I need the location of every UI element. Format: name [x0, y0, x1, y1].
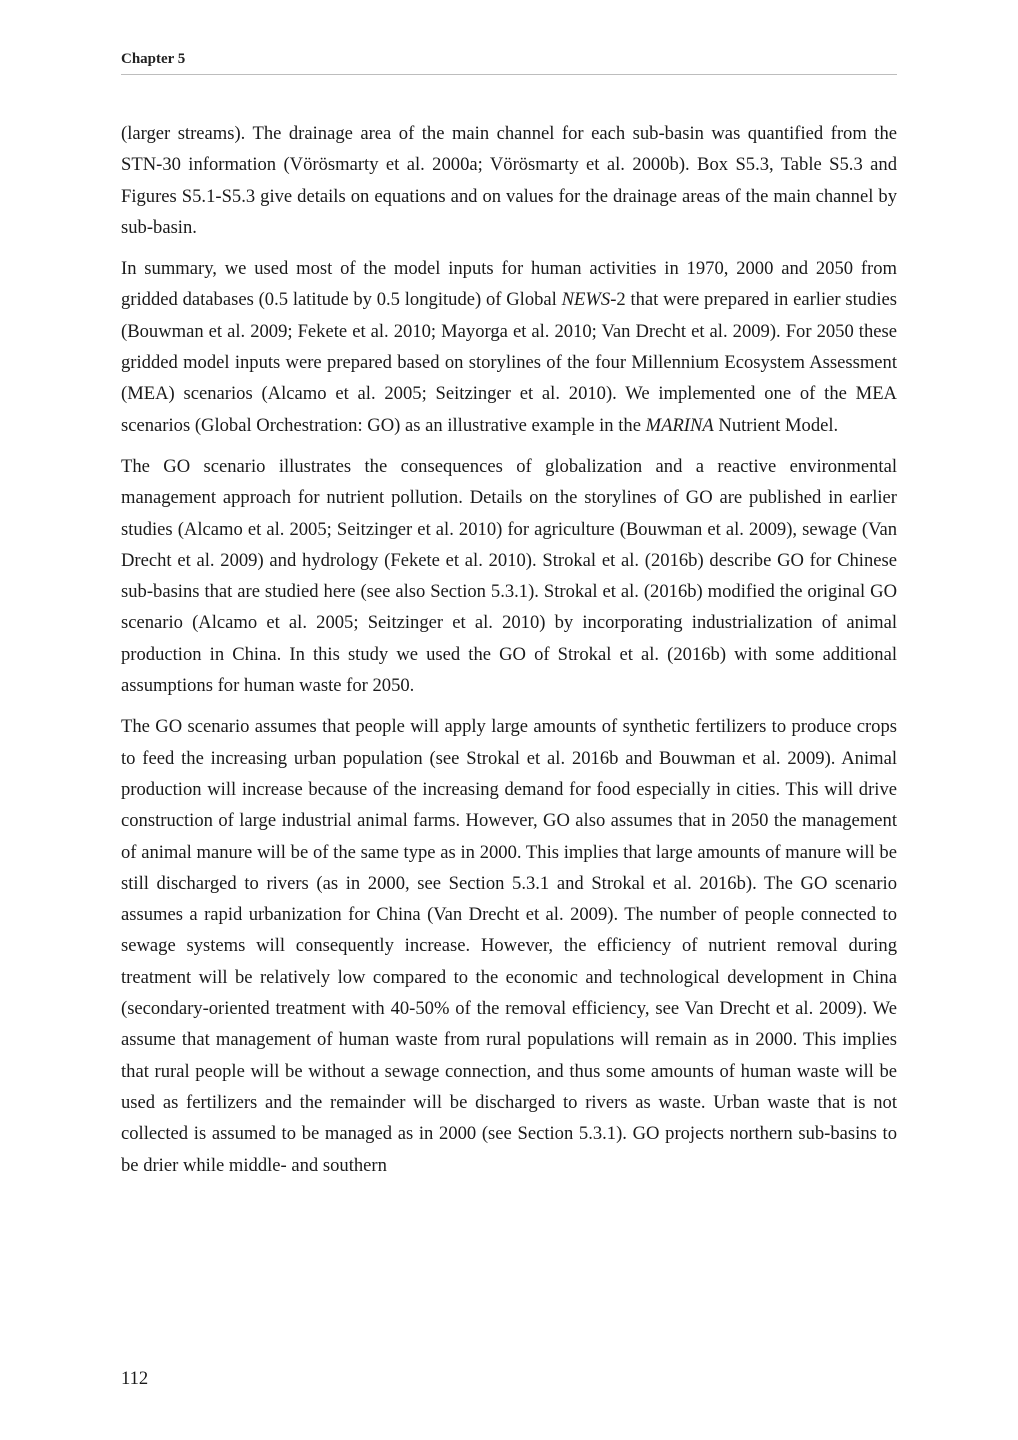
running-header [121, 48, 897, 75]
page-number: 112 [121, 1368, 149, 1389]
news-model-name: NEWS [561, 289, 611, 311]
paragraph-model-inputs-summary: In summary, we used most of the model inputs for human activities in 1970, 2000 and 2050 from gridded databases (0.5 latitude by 0.5 longitude) of Global NEWS-2 that were prepared in earlier studies (Bouwman et al. 2009; Fekete et al. 2010; Mayorga et al. 2010; Van Drecht et al. 2009). For 2050 these gridded model inputs were prepared based on storylines of the four Millennium Ecosystem Assessment (MEA) scenarios (Alcamo et al. 2005; Seitzinger et al. 2010). We implemented one of the MEA scenarios (Global Orchestration: GO) as an illustrative example in the MARINA Nutrient Model. [121, 258, 897, 436]
paragraph-go-scenario-intro: The GO scenario illustrates the consequences of globalization and a reactive environmental management approach for nutrient pollution. Details on the storylines of GO are published in earlier studies (Alcamo et al. 2005; Seitzinger et al. 2010) for agriculture (Bouwman et al. 2009), sewage (Van Drecht et al. 2009) and hydrology (Fekete et al. 2010). Strokal et al. (2016b) describe GO for Chinese sub-basins that are studied here (see also Section 5.3.1). Strokal et al. (2016b) modified the original GO scenario (Alcamo et al. 2005; Seitzinger et al. 2010) by incorporating industrialization of animal production in China. In this study we used the GO of Strokal et al. (2016b) with some additional assumptions for human waste for 2050. [121, 455, 897, 697]
paragraph-drainage-area: (larger streams). The drainage area of the main channel for each sub-basin was quantified from the STN-30 information (Vörösmarty et al. 2000a; Vörösmarty et al. 2000b). Box S5.3, Table S5.3 and Figures S5.1-S5.3 give details on equations and on values for the drainage areas of the main channel by sub-basin. [121, 123, 897, 238]
chapter-label: Chapter 5 [121, 51, 186, 67]
body-text [121, 118, 897, 1191]
paragraph-go-scenario-assumptions: The GO scenario assumes that people will apply large amounts of synthetic fertilizers to produce crops to feed the increasing urban population (see Strokal et al. 2016b and Bouwman et al. 2009). Animal production will increase because of the increasing demand for food especially in cities. This will drive construction of large industrial animal farms. However, GO also assumes that in 2050 the management of animal manure will be of the same type as in 2000. This implies that large amounts of manure will be still discharged to rivers (as in 2000, see Section 5.3.1 and Strokal et al. 2016b). The GO scenario assumes a rapid urbanization for China (Van Drecht et al. 2009). The number of people connected to sewage systems will consequently increase. However, the efficiency of nutrient removal during treatment will be relatively low compared to the economic and technological development in China (secondary-oriented treatment with 40-50% of the removal efficiency, see Van Drecht et al. 2009). We assume that management of human waste from rural populations will remain as in 2000. This implies that rural people will be without a sewage connection, and thus some amounts of human waste will be used as fertilizers and the remainder will be discharged to rivers as waste. Urban waste that is not collected is assumed to be managed as in 2000 (see Section 5.3.1). GO projects northern sub-basins to be drier while middle- and southern [121, 716, 897, 1176]
marina-model-name: MARINA [645, 414, 714, 436]
